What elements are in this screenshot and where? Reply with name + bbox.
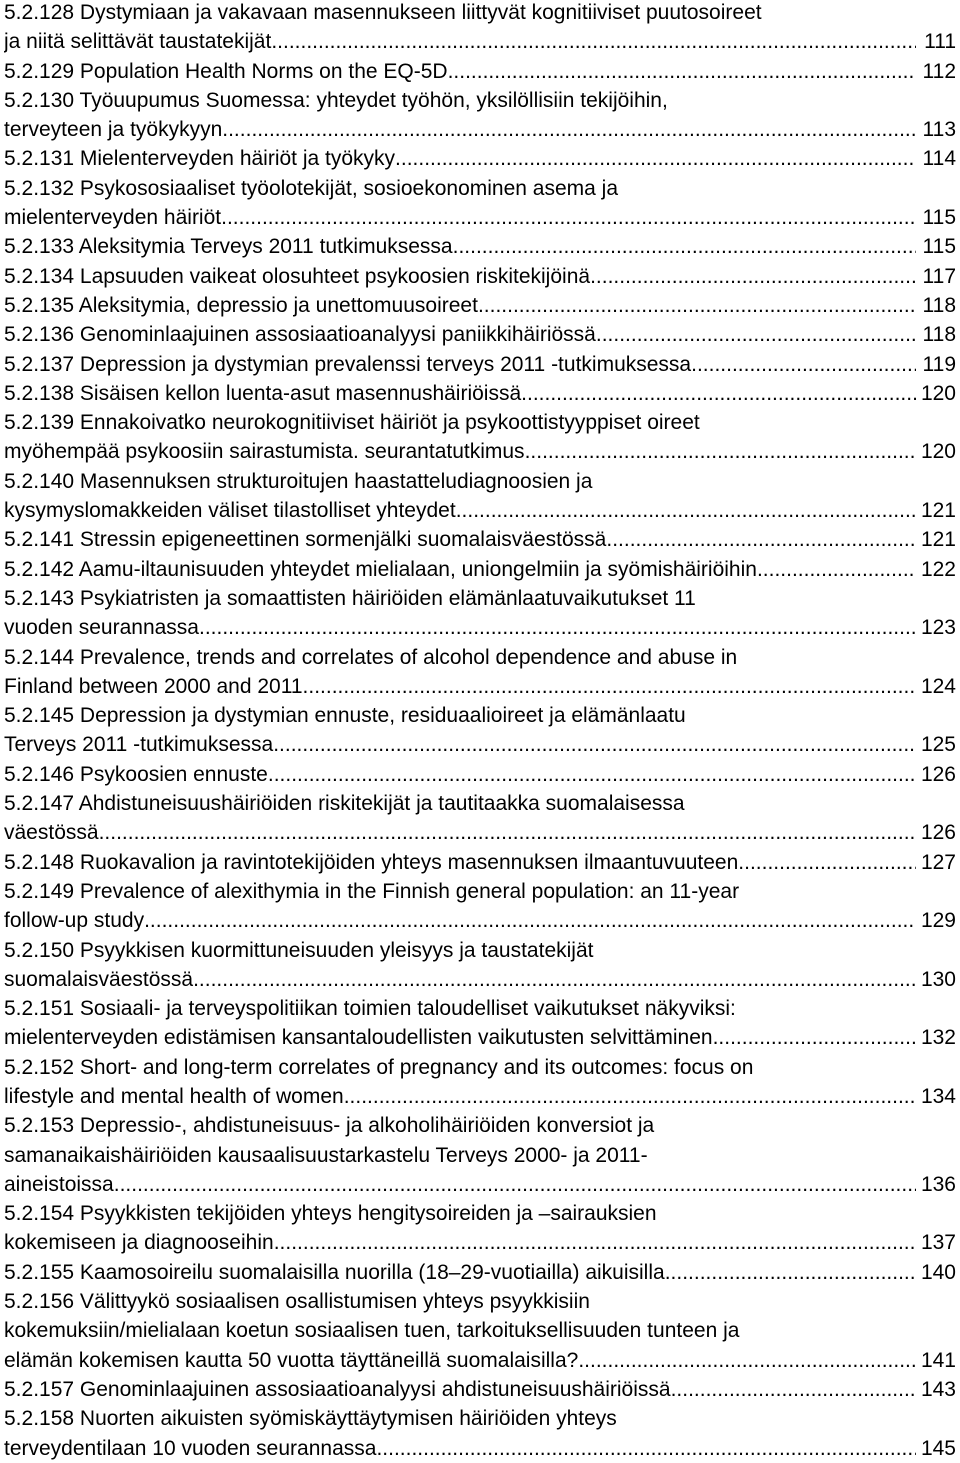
toc-entry-line [4, 672, 956, 701]
toc-entry-line [4, 408, 956, 437]
toc-entry-line [4, 1053, 956, 1082]
toc-entry[interactable] [4, 789, 956, 848]
toc-entry-line [4, 1258, 956, 1287]
toc-entry-line [4, 203, 956, 232]
toc-entry-text: 5.2.143 Psykiatristen ja somaattisten häiriöiden elämänlaatuvaikutukset 11 [4, 586, 696, 610]
toc-entry-text: 5.2.135 Aleksitymia, depressio ja unettomuusoireet [4, 293, 478, 317]
toc-entry-text: suomalaisväestössä [4, 967, 194, 991]
toc-entry[interactable] [4, 1053, 956, 1112]
toc-entry-line [4, 818, 956, 847]
toc-page-number: 127 [920, 850, 956, 874]
toc-entry-text: 5.2.139 Ennakoivatko neurokognitiiviset häiriöt ja psykoottistyyppiset oireet [4, 411, 700, 435]
toc-entry[interactable] [4, 1375, 956, 1404]
toc-page-number: 121 [920, 528, 956, 552]
toc-entry-text: follow-up study [4, 909, 145, 933]
dot-leader [738, 848, 916, 877]
toc-entry-text: 5.2.132 Psykososiaaliset työolotekijät, sosioekonominen asema ja [4, 176, 619, 200]
toc-entry-text: 5.2.130 Työuupumus Suomessa: yhteydet työhön, yksilöllisiin tekijöihin, [4, 88, 668, 112]
toc-entry[interactable] [4, 86, 956, 145]
toc-entry-text: 5.2.154 Psyykkisten tekijöiden yhteys hengitysoireiden ja –sairauksien [4, 1202, 657, 1226]
toc-page-number: 124 [920, 674, 956, 698]
dot-leader [596, 320, 916, 349]
dot-leader [271, 27, 916, 56]
toc-entry-text: 5.2.133 Aleksitymia Terveys 2011 tutkimuksessa [4, 235, 453, 259]
toc-entry-line [4, 1199, 956, 1228]
toc-entry[interactable] [4, 0, 956, 57]
toc-page-number: 134 [920, 1084, 956, 1108]
toc-entry-text: 5.2.151 Sosiaali- ja terveyspolitiikan toimien taloudelliset vaikutukset näkyviksi: [4, 997, 736, 1021]
toc-entry[interactable] [4, 262, 956, 291]
toc-page-number: 120 [920, 440, 956, 464]
toc-entry-text: 5.2.148 Ruokavalion ja ravintotekijöiden yhteys masennuksen ilmaantuvuuteen [4, 850, 739, 874]
toc-entry-text: elämän kokemisen kautta 50 vuotta täyttäneillä suomalaisilla? [4, 1348, 579, 1372]
toc-entry-line [4, 760, 956, 789]
dot-leader [273, 730, 916, 759]
toc-entry-line [4, 27, 956, 56]
toc-entry[interactable] [4, 1287, 956, 1375]
toc-page-number: 141 [920, 1348, 956, 1372]
toc-entry[interactable] [4, 848, 956, 877]
toc-entry-line [4, 525, 956, 554]
dot-leader [665, 1258, 916, 1287]
toc-entry-line [4, 643, 956, 672]
toc-entry-text: myöhempää psykoosiin sairastumista. seurantatutkimus [4, 440, 525, 464]
toc-page-number: 136 [920, 1172, 956, 1196]
toc-entry[interactable] [4, 174, 956, 233]
toc-entry[interactable] [4, 320, 956, 349]
toc-entry[interactable] [4, 467, 956, 526]
toc-page-number: 120 [920, 381, 956, 405]
toc-entry-line [4, 1228, 956, 1257]
toc-entry[interactable] [4, 379, 956, 408]
toc-entry[interactable] [4, 1404, 956, 1463]
dot-leader [222, 115, 916, 144]
toc-page-number: 119 [922, 352, 956, 376]
dot-leader [606, 525, 916, 554]
toc-entry-text: 5.2.137 Depression ja dystymian prevalenssi terveys 2011 -tutkimuksessa [4, 352, 692, 376]
toc-entry-text: 5.2.157 Genominlaajuinen assosiaatioanalyysi ahdistuneisuushäiriöissä [4, 1377, 671, 1401]
toc-entry-line [4, 848, 956, 877]
toc-entry[interactable] [4, 57, 956, 86]
toc-page-number: 137 [920, 1231, 956, 1255]
toc-entry-text: 5.2.145 Depression ja dystymian ennuste, residuaalioireet ja elämänlaatu [4, 704, 686, 728]
toc-entry-line [4, 1316, 956, 1345]
toc-page-number: 114 [922, 147, 956, 171]
toc-entry-text: 5.2.150 Psyykkisen kuormittuneisuuden yleisyys ja taustatekijät [4, 938, 594, 962]
dot-leader [757, 555, 916, 584]
toc-entry-line [4, 1082, 956, 1111]
dot-leader [99, 818, 916, 847]
dot-leader [303, 672, 916, 701]
toc-entry-text: 5.2.138 Sisäisen kellon luenta-asut masennushäiriöissä [4, 381, 522, 405]
dot-leader [453, 232, 916, 261]
toc-entry-text: mielenterveyden häiriöt [4, 206, 222, 230]
toc-entry-text: terveydentilaan 10 vuoden seurannassa [4, 1436, 377, 1460]
toc-page-number: 121 [920, 499, 956, 523]
toc-entry-text: 5.2.128 Dystymiaan ja vakavaan masennukseen liittyvät kognitiiviset puutosoireet [4, 1, 762, 24]
toc-entry-text: 5.2.152 Short- and long-term correlates of pregnancy and its outcomes: focus on [4, 1055, 754, 1079]
toc-entry-line [4, 1434, 956, 1463]
toc-entry-text: 5.2.131 Mielenterveyden häiriöt ja työkyky [4, 147, 396, 171]
toc-entry-line [4, 1287, 956, 1316]
toc-entry-line [4, 1111, 956, 1140]
toc-entry-text: 5.2.153 Depressio-, ahdistuneisuus- ja alkoholihäiriöiden konversiot ja [4, 1114, 655, 1138]
toc-entry-line [4, 467, 956, 496]
toc-entry-line [4, 1170, 956, 1199]
toc-entry[interactable] [4, 1199, 956, 1258]
toc-entry-text: 5.2.142 Aamu-iltaunisuuden yhteydet mielialaan, uniongelmiin ja syömishäiriöihin [4, 557, 757, 581]
toc-page-number: 122 [920, 557, 956, 581]
toc-entry-text: 5.2.156 Välittyykö sosiaalisen osallistumisen yhteys psyykkisiin [4, 1290, 590, 1314]
dot-leader [713, 1023, 916, 1052]
dot-leader [590, 262, 916, 291]
toc-entry-text: 5.2.146 Psykoosien ennuste [4, 762, 268, 786]
toc-entry[interactable] [4, 643, 956, 702]
toc-entry-text: aineistoissa. [4, 1172, 120, 1196]
dot-leader [274, 1228, 916, 1257]
toc-entry-line [4, 994, 956, 1023]
toc-entry[interactable] [4, 936, 956, 995]
toc-entry-line [4, 1141, 956, 1170]
toc-entry-text: Finland between 2000 and 2011 [4, 674, 303, 698]
toc-entry-text: kokemiseen ja diagnooseihin [4, 1231, 274, 1255]
toc-entry[interactable] [4, 555, 956, 584]
dot-leader [120, 1170, 916, 1199]
dot-leader [268, 760, 916, 789]
toc-page-number: 111 [924, 30, 956, 54]
toc-page-number: 113 [922, 118, 956, 142]
toc-entry-line [4, 613, 956, 642]
toc-page-number: 140 [920, 1260, 956, 1284]
toc-entry[interactable] [4, 350, 956, 379]
toc-page-number: 115 [922, 206, 956, 230]
toc-entry-line [4, 584, 956, 613]
toc-entry-line [4, 496, 956, 525]
toc-entry-line [4, 0, 956, 27]
dot-leader [456, 496, 916, 525]
dot-leader [691, 350, 916, 379]
toc-entry[interactable] [4, 408, 956, 467]
toc-page-number: 118 [922, 323, 956, 347]
toc-entry-line [4, 291, 956, 320]
dot-leader [144, 906, 916, 935]
dot-leader [578, 1346, 916, 1375]
toc-entry-line [4, 262, 956, 291]
dot-leader [199, 613, 916, 642]
toc-entry-line [4, 379, 956, 408]
toc-page-number: 130 [920, 967, 956, 991]
toc-entry-line [4, 789, 956, 818]
toc-entry-line [4, 174, 956, 203]
toc-entry-line [4, 1375, 956, 1404]
toc-page-number: 112 [922, 59, 956, 83]
dot-leader [521, 379, 916, 408]
toc-entry-text: 5.2.141 Stressin epigeneettinen sormenjälki suomalaisväestössä [4, 528, 607, 552]
toc-entry[interactable] [4, 1111, 956, 1199]
dot-leader [350, 1082, 916, 1111]
toc-entry-line [4, 437, 956, 466]
toc-page-number: 143 [920, 1377, 956, 1401]
dot-leader [671, 1375, 916, 1404]
toc-entry-text: mielenterveyden edistämisen kansantaloudellisten vaikutusten selvittäminen [4, 1026, 713, 1050]
toc-page-number: 126 [920, 821, 956, 845]
toc-page-number: 115 [922, 235, 956, 259]
toc-entry[interactable] [4, 291, 956, 320]
toc-entry-text: 5.2.134 Lapsuuden vaikeat olosuhteet psykoosien riskitekijöinä [4, 264, 591, 288]
toc-entry-text: 5.2.155 Kaamosoireilu suomalaisilla nuorilla (18–29-vuotiailla) aikuisilla [4, 1260, 665, 1284]
toc-entry-text: väestössä [4, 821, 99, 845]
toc-entry-text: 5.2.129 Population Health Norms on the EQ-5D [4, 59, 448, 83]
toc-entry[interactable] [4, 760, 956, 789]
toc-page-number: 145 [920, 1436, 956, 1460]
toc-entry-text: terveyteen ja työkykyyn [4, 118, 223, 142]
toc-entry-line [4, 1404, 956, 1433]
dot-leader [448, 57, 916, 86]
toc-entry-line [4, 350, 956, 379]
toc-entry-line [4, 730, 956, 759]
toc-entry-line [4, 115, 956, 144]
toc-entry-line [4, 701, 956, 730]
toc-entry-text: 5.2.147 Ahdistuneisuushäiriöiden riskitekijät ja tautitaakka suomalaisessa [4, 792, 685, 816]
toc-entry-text: 5.2.158 Nuorten aikuisten syömiskäyttäytymisen häiriöiden yhteys [4, 1407, 617, 1431]
toc-entry-line [4, 57, 956, 86]
toc-entry-text: lifestyle and mental health of women. [4, 1084, 350, 1108]
toc-entry-text: vuoden seurannassa [4, 616, 199, 640]
dot-leader [478, 291, 916, 320]
toc-page-number: 123 [920, 616, 956, 640]
toc-page-number: 129 [920, 909, 956, 933]
toc-entry-line [4, 965, 956, 994]
toc-page-number: 132 [920, 1026, 956, 1050]
toc-entry[interactable] [4, 1258, 956, 1287]
toc-entry-text: kysymyslomakkeiden väliset tilastolliset yhteydet [4, 499, 456, 523]
dot-leader [525, 437, 916, 466]
toc-entry[interactable] [4, 232, 956, 261]
toc-entry-line [4, 936, 956, 965]
dot-leader [395, 144, 916, 173]
dot-leader [193, 965, 916, 994]
toc-entry-line [4, 877, 956, 906]
toc-page-number: 125 [920, 733, 956, 757]
toc-entry[interactable] [4, 584, 956, 643]
toc-entry-text: 5.2.136 Genominlaajuinen assosiaatioanalyysi paniikkihäiriössä [4, 323, 596, 347]
dot-leader [221, 203, 916, 232]
toc-entry-text: samanaikaishäiriöiden kausaalisuustarkastelu Terveys 2000- ja 2011- [4, 1143, 648, 1167]
toc-entry-text: 5.2.140 Masennuksen strukturoitujen haastatteludiagnoosien ja [4, 469, 593, 493]
toc-entry-line [4, 86, 956, 115]
toc-page-number: 117 [922, 264, 956, 288]
toc-entry-line [4, 1023, 956, 1052]
toc-entry-line [4, 555, 956, 584]
toc-entry-line [4, 1346, 956, 1375]
toc-entry[interactable] [4, 144, 956, 173]
toc-entry[interactable] [4, 525, 956, 554]
toc-entry-text: 5.2.144 Prevalence, trends and correlates of alcohol dependence and abuse in [4, 645, 738, 669]
toc-entry-line [4, 320, 956, 349]
toc-entry-text: ja niitä selittävät taustatekijät [4, 30, 272, 54]
toc-entry[interactable] [4, 877, 956, 936]
toc-entry-text: kokemuksiin/mielialaan koetun sosiaalisen tuen, tarkoituksellisuuden tunteen ja [4, 1319, 740, 1343]
toc-entry-line [4, 144, 956, 173]
toc-page-number: 126 [920, 762, 956, 786]
toc-entry-line [4, 232, 956, 261]
dot-leader [376, 1434, 916, 1463]
toc-entry-text: 5.2.149 Prevalence of alexithymia in the Finnish general population: an 11-year [4, 879, 740, 903]
toc-entry-text: Terveys 2011 -tutkimuksessa [4, 733, 274, 757]
toc-entry[interactable] [4, 994, 956, 1053]
toc-page-number: 118 [922, 293, 956, 317]
toc-entry[interactable] [4, 701, 956, 760]
toc-entry-line [4, 906, 956, 935]
